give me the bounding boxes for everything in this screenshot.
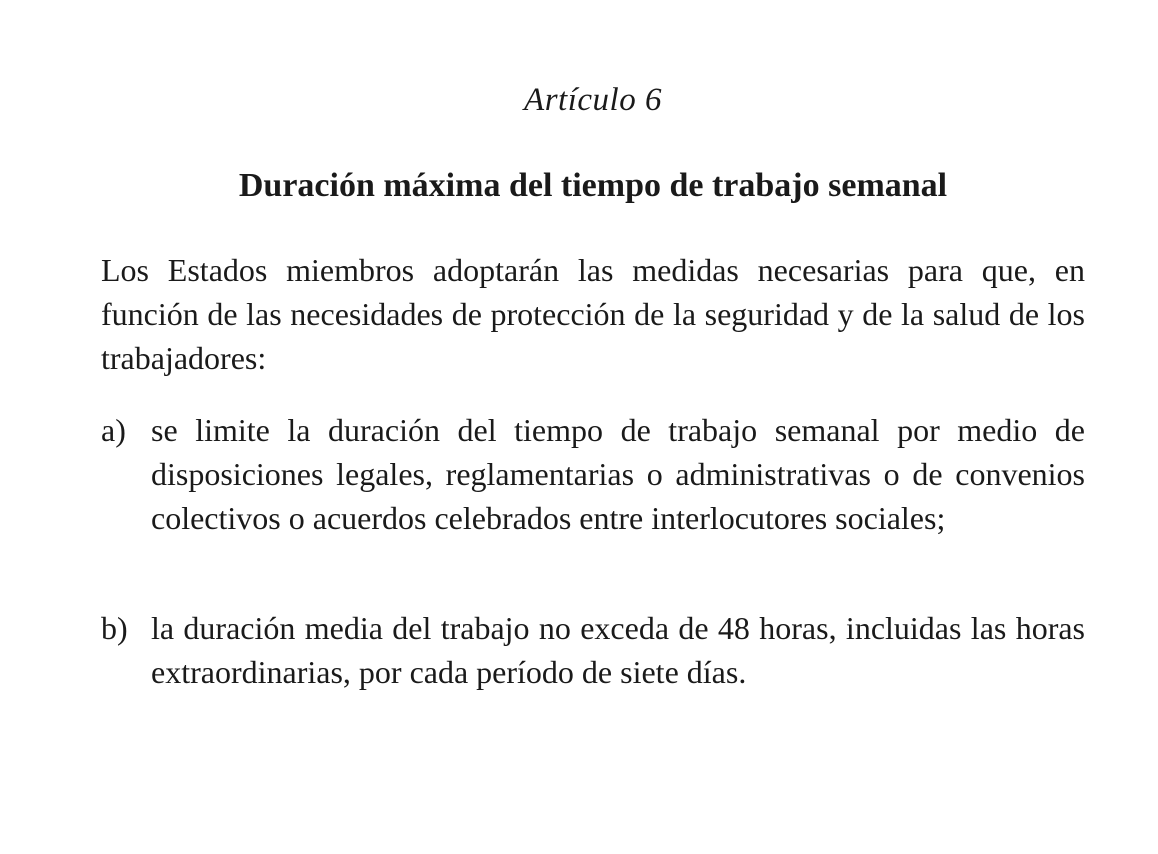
list-item-marker: a): [101, 412, 126, 448]
article-number: Artículo 6: [524, 82, 662, 118]
list-item-text: la duración media del trabajo no exceda de 48 horas, incluidas las horas extraordinarias, por cada período de siete días.: [151, 610, 1085, 690]
list-item-b: [101, 606, 1085, 694]
list-item-marker: b): [101, 610, 128, 646]
list-item-text: se limite la duración del tiempo de trabajo semanal por medio de disposiciones legales, reglamentarias o administrativas o de convenios colectivos o acuerdos celebrados entre interlocutores sociales;: [151, 412, 1085, 536]
list-item-a: [101, 408, 1085, 540]
intro-paragraph: Los Estados miembros adoptarán las medidas necesarias para que, en función de las necesidades de protección de la seguridad y de la salud de los trabajadores:: [101, 252, 1085, 376]
article-title: Duración máxima del tiempo de trabajo semanal: [238, 167, 948, 204]
